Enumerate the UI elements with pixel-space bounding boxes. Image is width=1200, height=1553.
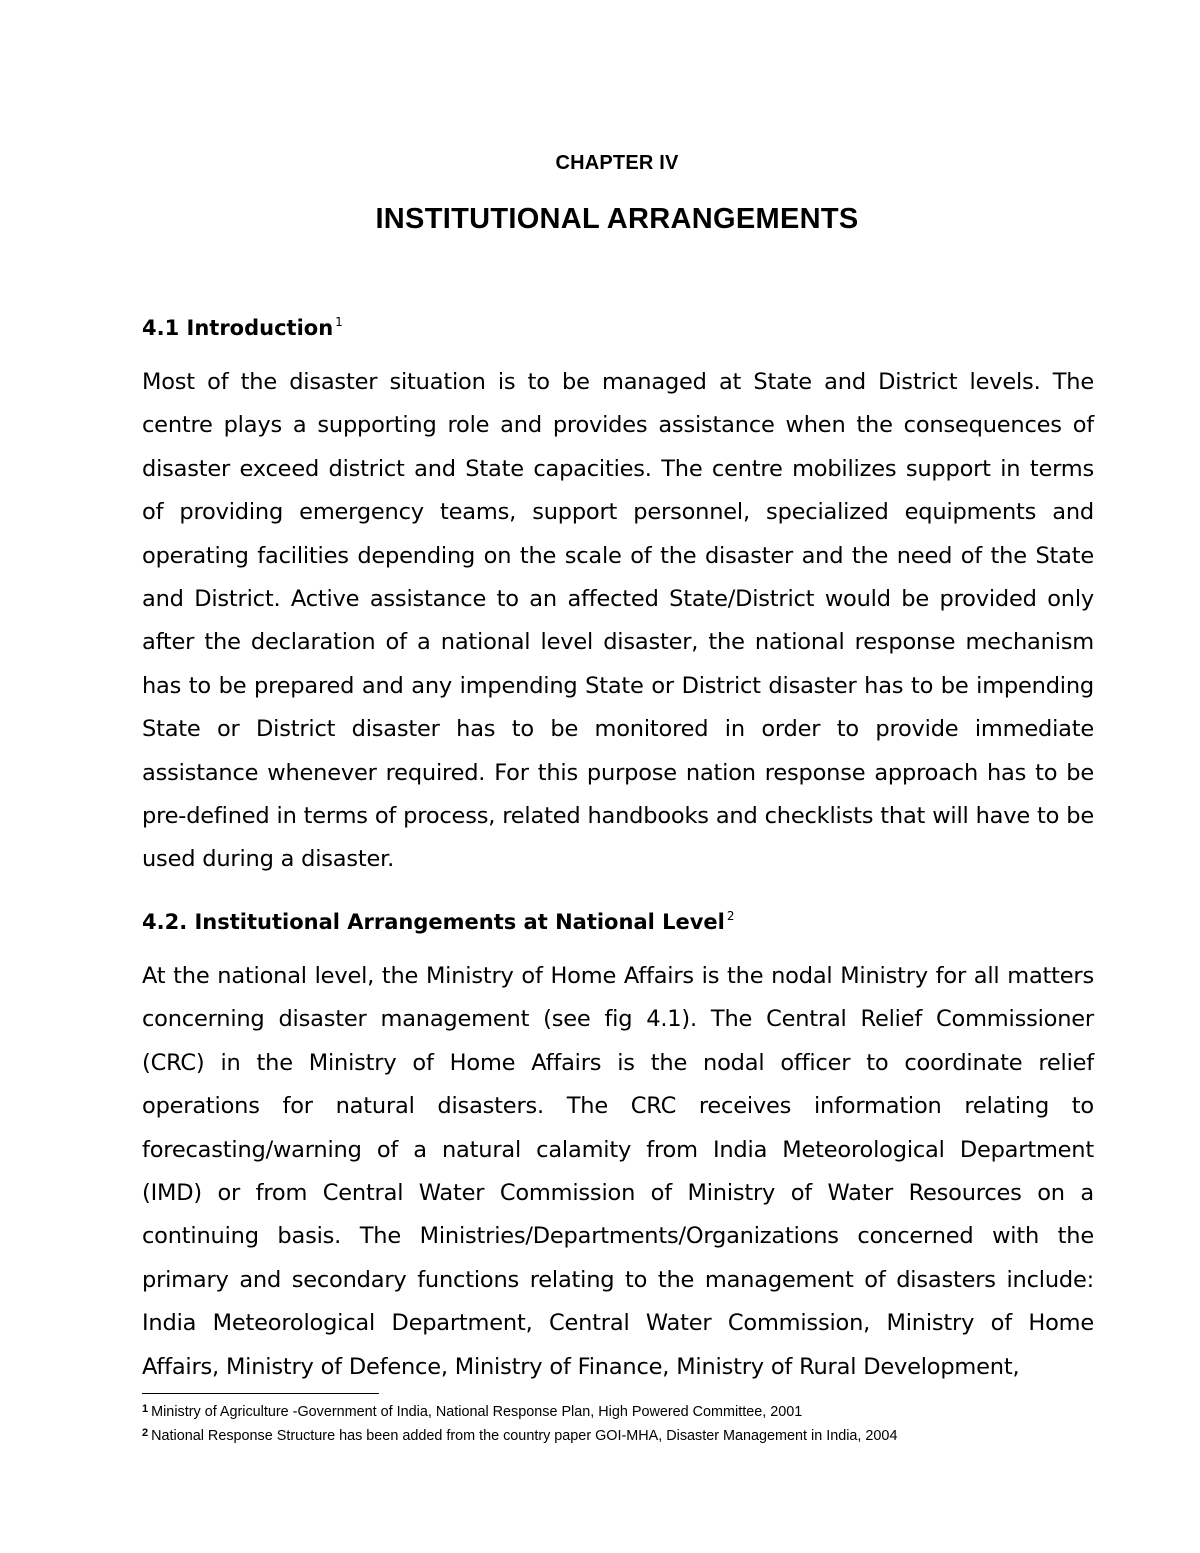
footnote-text: National Response Structure has been added from the country paper GOI-MHA, Disaster Management in India, 2004 [151,1428,898,1444]
footnote-2 [142,1428,897,1444]
section-heading-national-level [142,910,735,934]
footnote-divider [142,1393,379,1394]
chapter-label: CHAPTER IV [555,152,679,174]
section-heading-introduction [142,316,343,340]
footnote-reference[interactable]: 2 [726,909,735,923]
footnote-text: Ministry of Agriculture -Government of India, National Response Plan, High Powered Committee, 2001 [151,1404,803,1420]
footnote-reference[interactable]: 1 [335,315,343,329]
footnote-1 [142,1404,802,1420]
footnote-mark: 1 [142,1403,149,1415]
footnote-mark: 2 [142,1427,149,1439]
section-heading-text: 4.1 Introduction [142,316,334,340]
section-paragraph-national-level: At the national level, the Ministry of Home Affairs is the nodal Ministry for all matters concerning disaster management (see fig 4.1). The Central Relief Commissioner (CRC) in the Ministry of Home Affairs is the nodal officer to coordinate relief operations for natural disasters. The CRC receives information relating to forecasting/warning of a natural calamity from India Meteorological Department (IMD) or from Central Water Commission of Ministry of Water Resources on a continuing basis. The Ministries/Departments/Organizations concerned with the primary and secondary functions relating to the management of disasters include: India Meteorological Department, Central Water Commission, Ministry of Home Affairs, Ministry of Defence, Ministry of Finance, Ministry of Rural Development, [142,963,1094,1380]
chapter-title: INSTITUTIONAL ARRANGEMENTS [375,203,859,235]
section-heading-text: 4.2. Institutional Arrangements at National Level [142,910,725,934]
section-paragraph-introduction: Most of the disaster situation is to be managed at State and District levels. The centre plays a supporting role and provides assistance when the consequences of disaster exceed district and State capacities. The centre mobilizes support in terms of providing emergency teams, support personnel, specialized equipments and operating facilities depending on the scale of the disaster and the need of the State and District. Active assistance to an affected State/District would be provided only after the declaration of a national level disaster, the national response mechanism has to be prepared and any impending State or District disaster has to be impending State or District disaster has to be monitored in order to provide immediate assistance whenever required. For this purpose nation response approach has to be pre-defined in terms of process, related handbooks and checklists that will have to be used during a disaster. [142,369,1094,873]
